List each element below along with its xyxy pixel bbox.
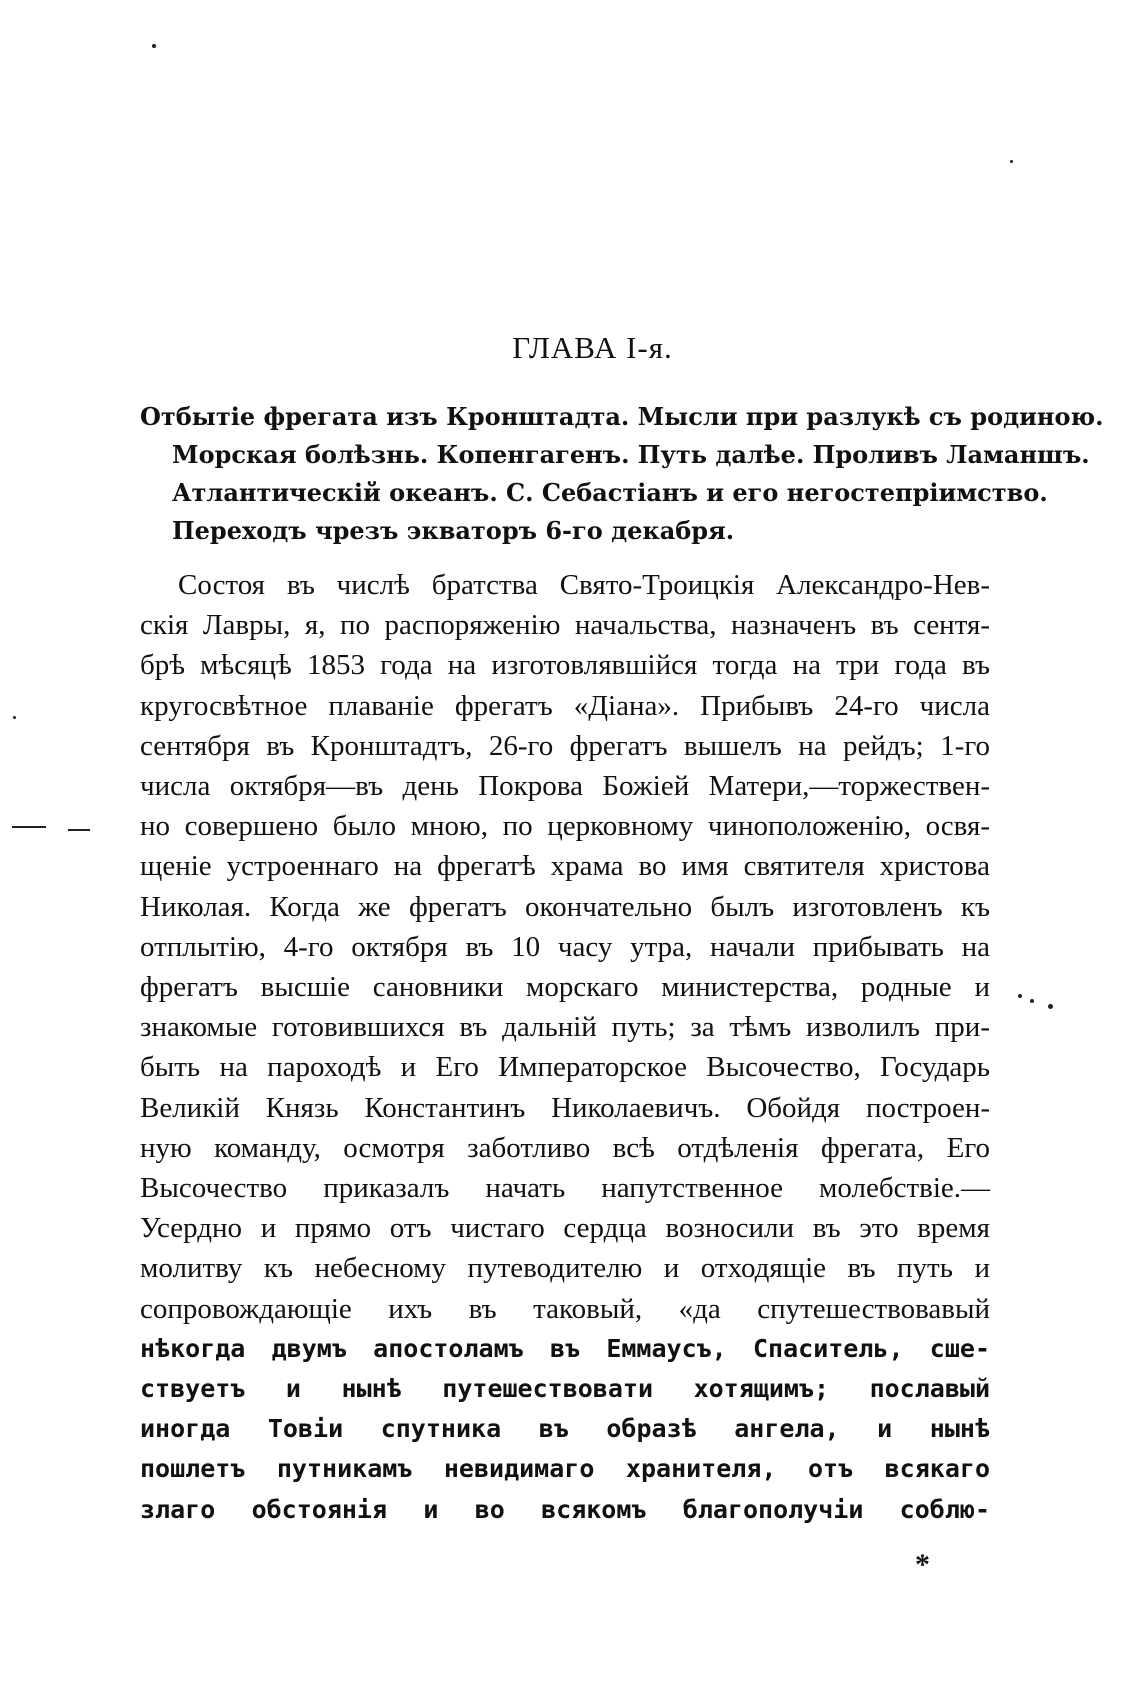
text-line: знакомые готовившихся въ дальній путь; за тѣмъ изволилъ при- — [140, 1011, 990, 1044]
text-line: быть на пароходѣ и Его Императорское Высочество, Государь — [140, 1051, 990, 1084]
text-line: щеніе устроеннаго на фрегатѣ храма во имя святителя христова — [140, 850, 990, 883]
text-line: Николая. Когда же фрегатъ окончательно былъ изготовленъ къ — [140, 890, 990, 923]
text-line: сентября въ Кронштадтъ, 26-го фрегатъ вышелъ на рейдъ; 1-го — [140, 729, 990, 762]
signature-mark: * — [915, 1548, 930, 1581]
margin-speck — [13, 716, 16, 719]
text-line: скія Лавры, я, по распоряженію начальства, назначенъ въ сентя- — [140, 609, 990, 642]
text-line: злаго обстоянія и во всякомъ благополучіи соблю- — [140, 1494, 990, 1524]
text-line: Великій Князь Константинъ Николаевичъ. Обойдя построен- — [140, 1091, 990, 1124]
margin-speck — [152, 44, 156, 48]
text-line: брѣ мѣсяцѣ 1853 года на изготовлявшійся тогда на три года въ — [140, 649, 990, 682]
text-line: Высочество приказалъ начать напутственное молебствіе.— — [140, 1172, 990, 1205]
summary-line: Морская болѣзнь. Копенгагенъ. Путь далѣе. Проливъ Ламаншъ. — [172, 440, 1090, 469]
margin-speck — [1010, 160, 1013, 163]
body-paragraph — [140, 565, 990, 1530]
text-line: иногда Товіи спутника въ образѣ ангела, и нынѣ — [140, 1414, 990, 1444]
summary-line: Переходъ чрезъ экваторъ 6-го декабря. — [172, 516, 735, 545]
margin-speck — [1048, 1004, 1053, 1009]
text-line: нѣкогда двумъ апостоламъ въ Еммаусъ, Спаситель, сше- — [140, 1333, 990, 1363]
text-line: Состоя въ числѣ братства Свято-Троицкія Александро-Нев- — [178, 569, 990, 601]
text-line: пошлетъ путникамъ невидимаго хранителя, отъ всякаго — [140, 1454, 990, 1484]
text-line: но совершено было мною, по церковному чиноположенію, освя- — [140, 810, 990, 843]
margin-dash-left — [12, 826, 46, 828]
summary-line: Атлантическій океанъ. С. Себастіанъ и его негостепріимство. — [172, 478, 1048, 507]
text-line: Усердно и прямо отъ чистаго сердца возносили въ это время — [140, 1212, 990, 1245]
chapter-summary — [140, 398, 1104, 550]
text-line: сопровождающіе ихъ въ таковый, «да спутешествовавый — [140, 1292, 990, 1325]
chapter-title: ГЛАВА I-я. — [512, 330, 673, 365]
text-line: ствуетъ и нынѣ путешествовати хотящимъ; пославый — [140, 1374, 990, 1404]
text-line: числа октября—въ день Покрова Божіей Матери,—торжествен- — [140, 770, 990, 803]
text-line: молитву къ небесному путеводителю и отходящіе въ путь и — [140, 1252, 990, 1285]
summary-line: Отбытіе фрегата изъ Кронштадта. Мысли при разлукѣ съ родиною. — [140, 402, 1104, 431]
text-line: кругосвѣтное плаваніе фрегатъ «Діана». Прибывъ 24-го числа — [140, 689, 990, 722]
text-line: фрегатъ высшіе сановники морскаго министерства, родные и — [140, 971, 990, 1004]
margin-speck — [1018, 994, 1022, 998]
margin-speck — [1030, 999, 1034, 1003]
text-line: отплытію, 4-го октября въ 10 часу утра, начали прибывать на — [140, 930, 990, 963]
text-line: ную команду, осмотря заботливо всѣ отдѣленія фрегата, Его — [140, 1131, 990, 1164]
margin-dash-right — [68, 829, 90, 831]
